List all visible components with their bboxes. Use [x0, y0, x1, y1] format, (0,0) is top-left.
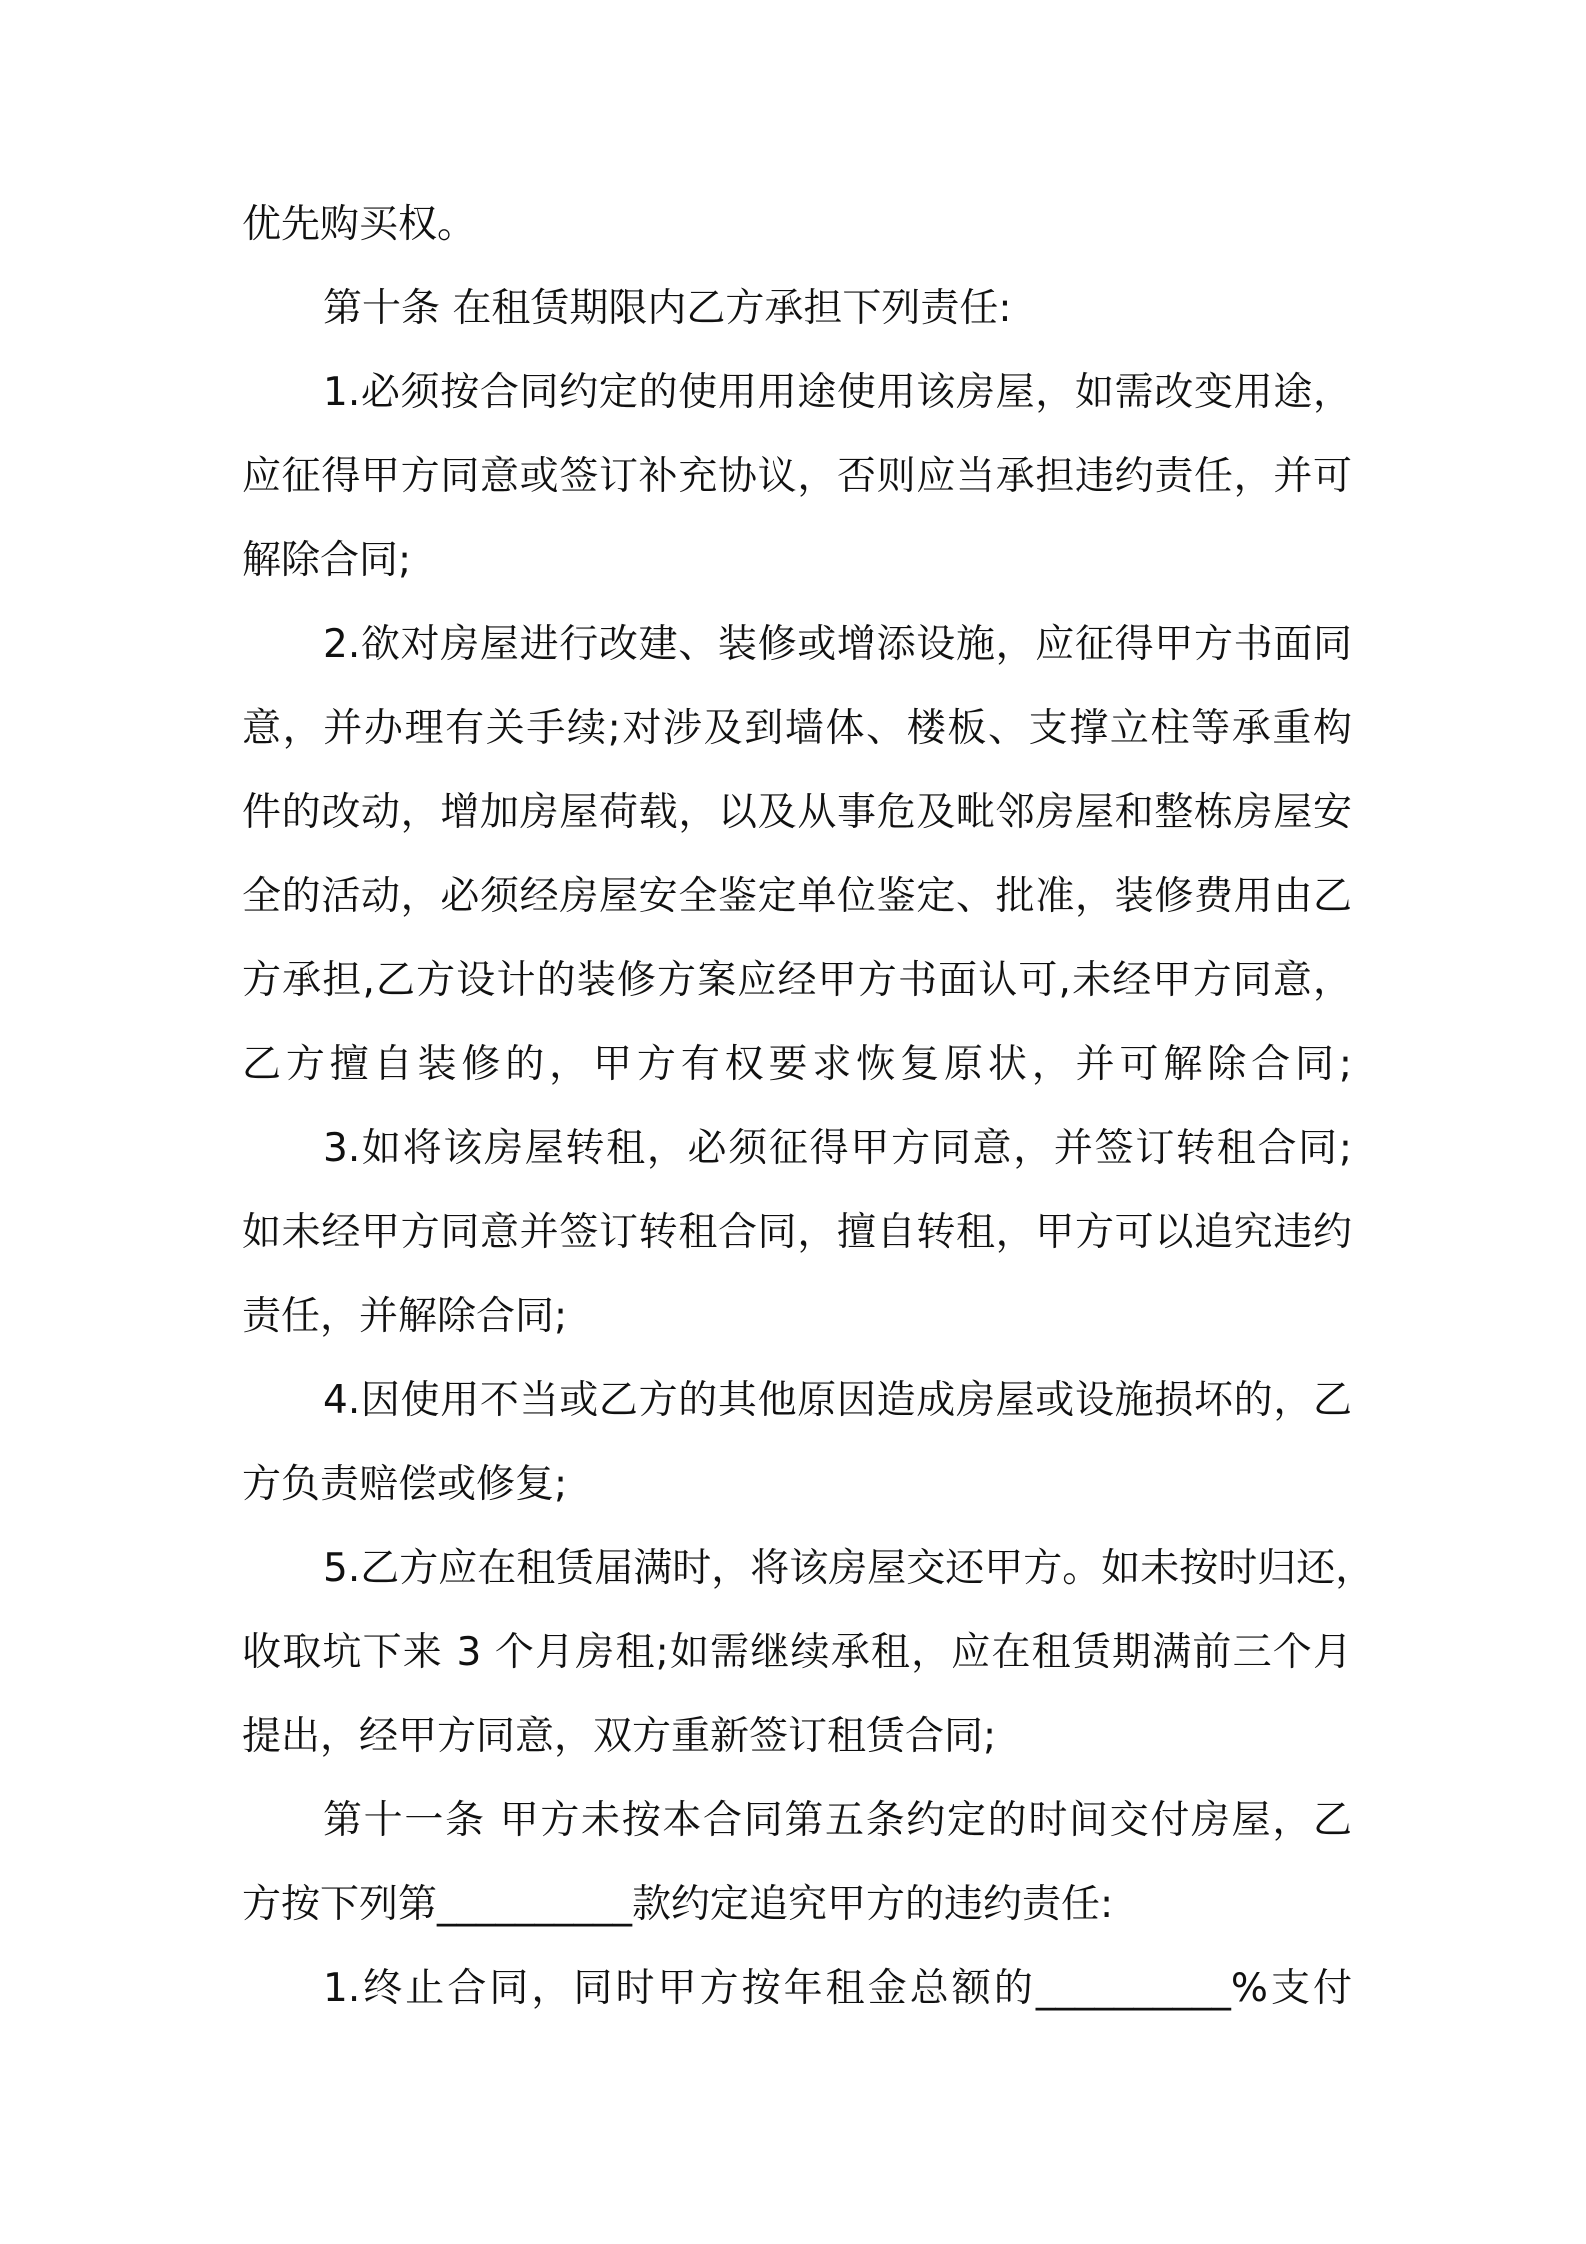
- text-line: 1.终止合同，同时甲方按年租金总额的__________%支付: [323, 1966, 1352, 2011]
- text-line: 应征得甲方同意或签订补充协议，否则应当承担违约责任，并可: [242, 454, 1352, 499]
- text-line: 方承担,乙方设计的装修方案应经甲方书面认可,未经甲方同意，: [242, 958, 1352, 1003]
- text-line: 优先购买权。: [242, 202, 477, 247]
- article-heading: 第十一条 甲方未按本合同第五条约定的时间交付房屋，乙: [323, 1798, 1352, 1843]
- text-line: 收取坑下来 3 个月房租;如需继续承租，应在租赁期满前三个月: [242, 1630, 1352, 1675]
- text-line: 意，并办理有关手续;对涉及到墙体、楼板、支撑立柱等承重构: [242, 706, 1352, 751]
- text-line: 件的改动，增加房屋荷载，以及从事危及毗邻房屋和整栋房屋安: [242, 790, 1352, 835]
- text-line: 5.乙方应在租赁届满时，将该房屋交还甲方。如未按时归还，: [323, 1546, 1375, 1591]
- text-line: 2.欲对房屋进行改建、装修或增添设施，应征得甲方书面同: [323, 622, 1352, 667]
- text-line: 4.因使用不当或乙方的其他原因造成房屋或设施损坏的，乙: [323, 1378, 1352, 1423]
- text-line: 乙方擅自装修的，甲方有权要求恢复原状，并可解除合同;: [242, 1042, 1352, 1087]
- text-line: 解除合同;: [242, 538, 412, 583]
- text-line: 提出，经甲方同意，双方重新签订租赁合同;: [242, 1714, 997, 1759]
- article-heading: 第十条 在租赁期限内乙方承担下列责任:: [323, 286, 1012, 331]
- text-line: 3.如将该房屋转租，必须征得甲方同意，并签订转租合同;: [323, 1126, 1352, 1171]
- text-line: 方负责赔偿或修复;: [242, 1462, 568, 1507]
- text-line: 1.必须按合同约定的使用用途使用该房屋，如需改变用途，: [323, 370, 1352, 415]
- text-line: 全的活动，必须经房屋安全鉴定单位鉴定、批准，装修费用由乙: [242, 874, 1352, 919]
- text-line: 如未经甲方同意并签订转租合同，擅自转租，甲方可以追究违约: [242, 1210, 1352, 1255]
- text-line: 责任，并解除合同;: [242, 1294, 568, 1339]
- text-line: 方按下列第__________款约定追究甲方的违约责任:: [242, 1882, 1114, 1927]
